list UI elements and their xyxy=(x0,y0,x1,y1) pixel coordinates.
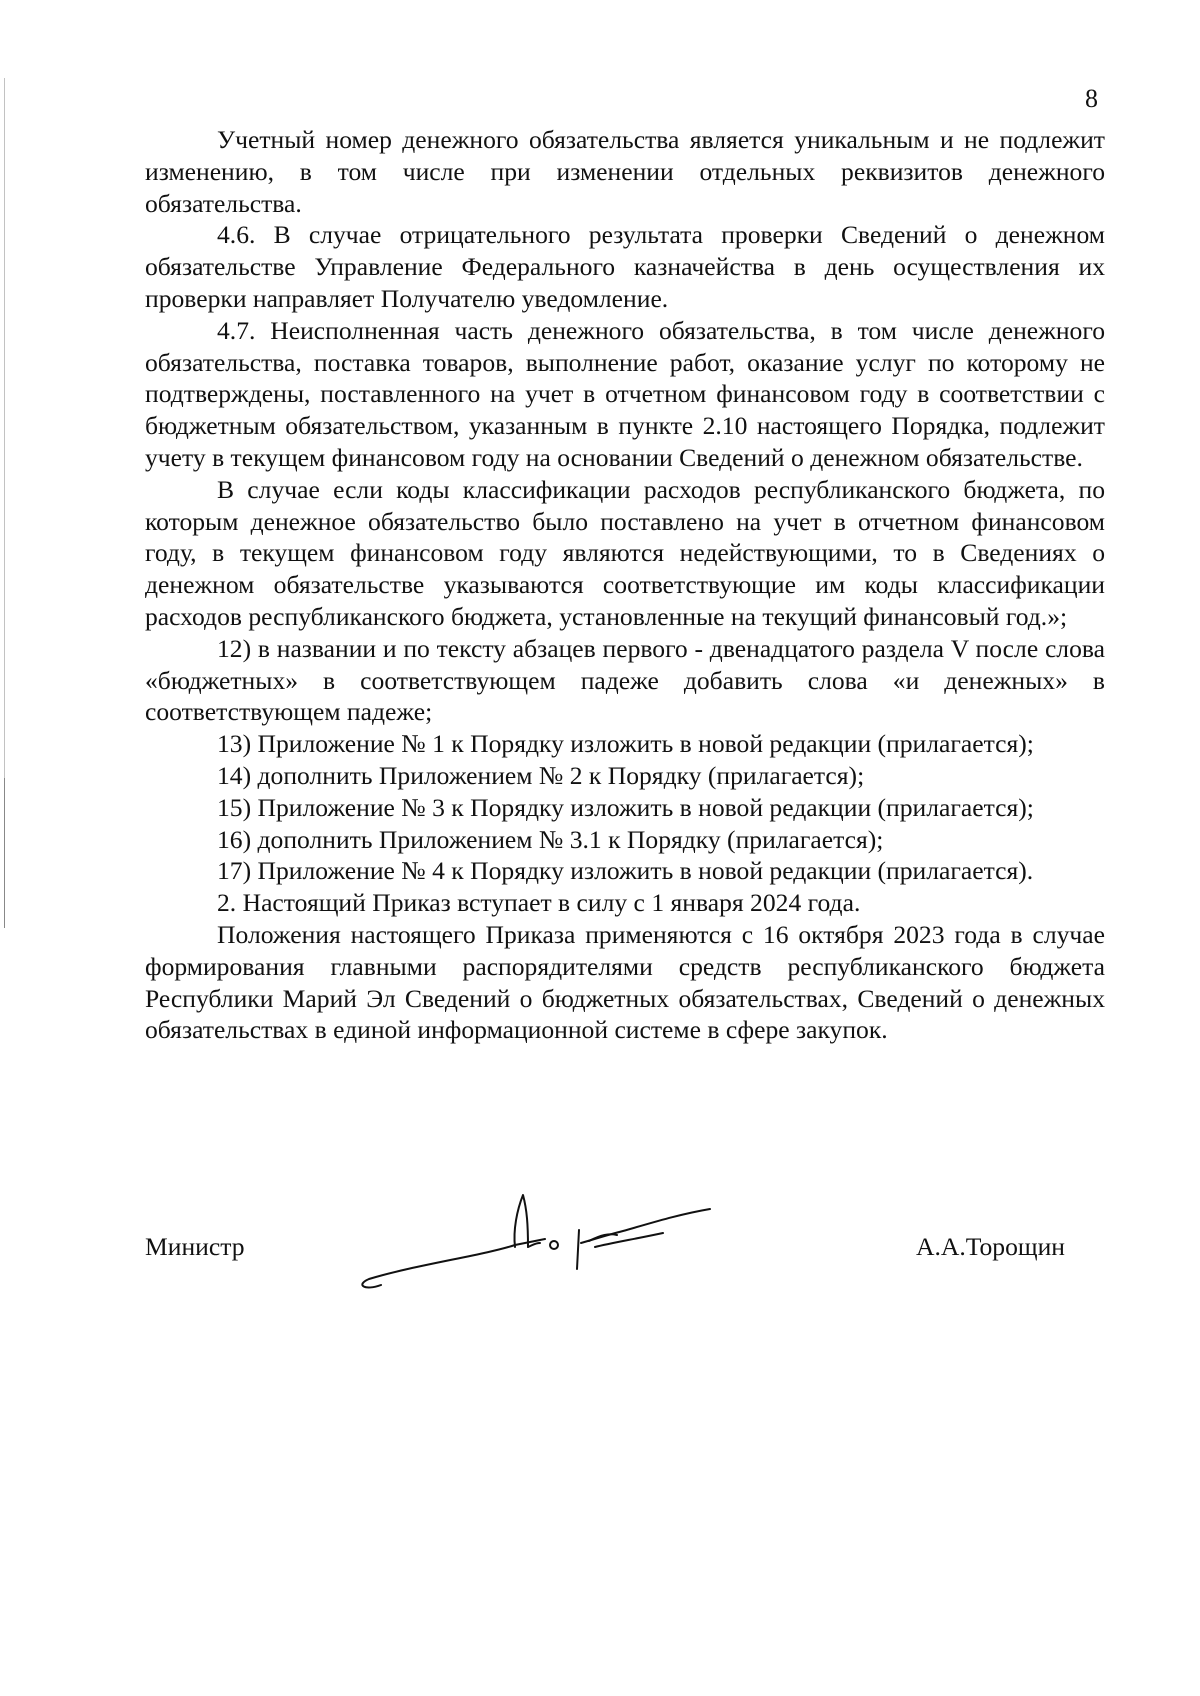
paragraph-account-number: Учетный номер денежного обязательства является уникальным и не подлежит изменению, в том числе при изменении отдельных реквизитов денежного обязательства. xyxy=(145,125,1105,218)
paragraph-item-16: 16) дополнить Приложением № 3.1 к Порядку (прилагается); xyxy=(217,824,884,854)
signatory-name: А.А.Торощин xyxy=(916,1232,1065,1261)
paragraph-effective-date: 2. Настоящий Приказ вступает в силу с 1 января 2024 года. xyxy=(217,888,861,918)
scan-edge-line xyxy=(4,78,5,778)
paragraph-item-14: 14) дополнить Приложением № 2 к Порядку (прилагается); xyxy=(217,760,865,790)
paragraph-4-6: 4.6. В случае отрицательного результата проверки Сведений о денежном обязательстве Управление Федерального казначейства в день осуществления их проверки направляет Получателю уведомление. xyxy=(145,220,1105,313)
signatory-role: Министр xyxy=(145,1232,245,1261)
page-number: 8 xyxy=(1085,84,1098,113)
paragraph-application-provisions: Положения настоящего Приказа применяются с 16 октября 2023 года в случае формирования главными распорядителями средств республиканского бюджета Республики Марий Эл Сведений о бюджетных обязательствах, Сведений о денежных обязательствах в единой информационной системе в сфере закупок. xyxy=(145,919,1105,1045)
handwritten-signature xyxy=(345,1185,725,1305)
paragraph-item-13: 13) Приложение № 1 к Порядку изложить в новой редакции (прилагается); xyxy=(217,729,1034,759)
paragraph-item-17: 17) Приложение № 4 к Порядку изложить в новой редакции (прилагается). xyxy=(217,856,1034,886)
document-body xyxy=(145,124,1105,1046)
scan-edge-line xyxy=(4,778,5,928)
paragraph-classification-codes: В случае если коды классификации расходов республиканского бюджета, по которым денежное обязательство было поставлено на учет в отчетном финансовом году, в текущем финансовом году являются недействующими, то в Сведениях о денежном обязательстве указываются соответствующие им коды классификации расходов республиканского бюджета, установленные на текущий финансовый год.»; xyxy=(145,474,1105,631)
paragraph-item-12: 12) в названии и по тексту абзацев первого - двенадцатого раздела V после слова «бюджетных» в соответствующем падеже добавить слова «и денежных» в соответствующем падеже; xyxy=(145,633,1105,727)
paragraph-item-15: 15) Приложение № 3 к Порядку изложить в новой редакции (прилагается); xyxy=(217,792,1034,822)
paragraph-4-7: 4.7. Неисполненная часть денежного обязательства, в том числе денежного обязательства, поставка товаров, выполнение работ, оказание услуг по которому не подтверждены, поставленного на учет в отчетном финансовом году в соответствии с бюджетным обязательством, указанным в пункте 2.10 настоящего Порядка, подлежит учету в текущем финансовом году на основании Сведений о денежном обязательстве. xyxy=(145,315,1105,472)
